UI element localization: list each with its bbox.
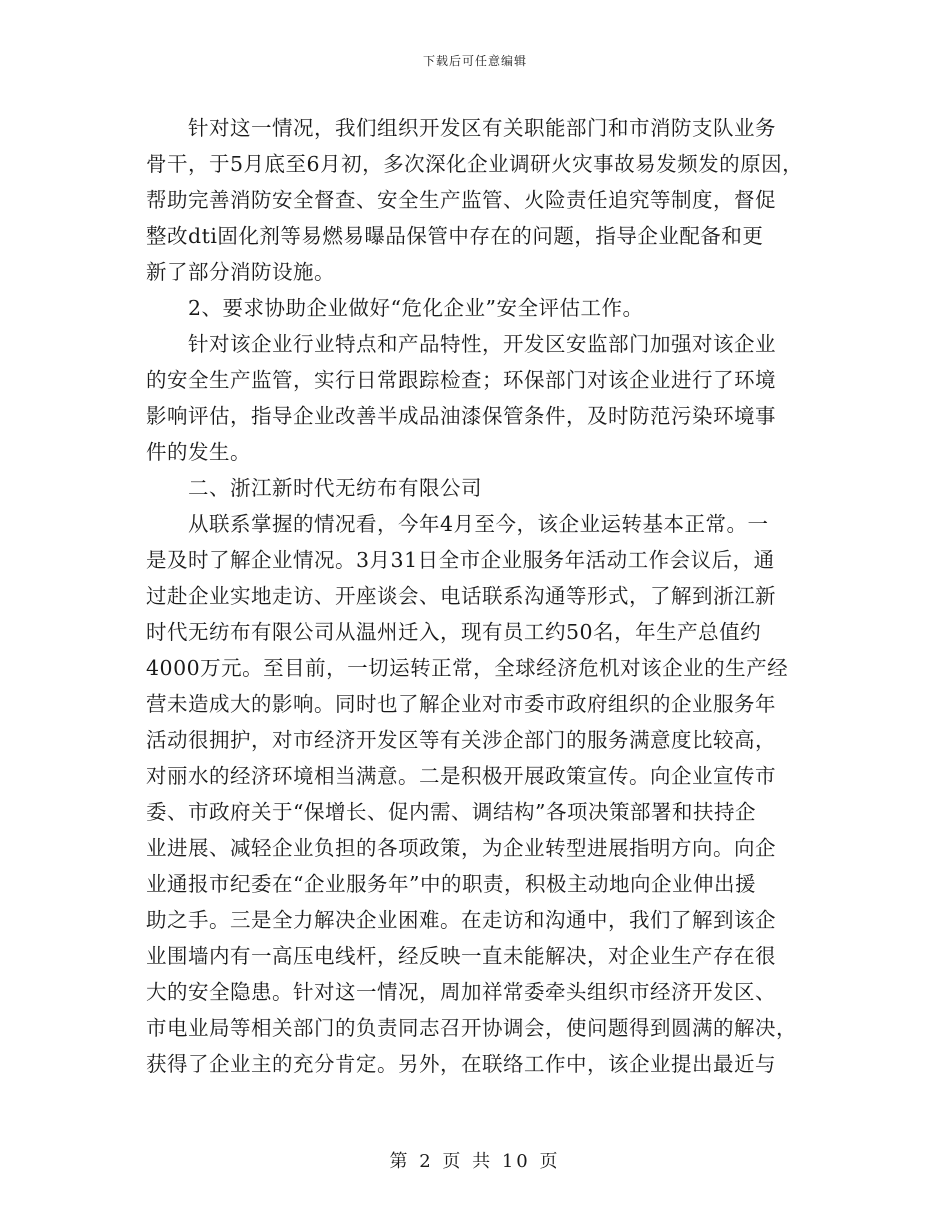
- paragraph-line: 业围墙内有一高压电线杆，经反映一直未能解决，对企业生产存在很: [146, 944, 776, 968]
- paragraph-line: 业进展、减轻企业负担的各项政策，为企业转型进展指明方向。向企: [146, 836, 776, 860]
- paragraph-line: 时代无纺布有限公司从温州迁入，现有员工约50名，年生产总值约: [146, 620, 762, 644]
- paragraph-line: 助之手。三是全力解决企业困难。在走访和沟通中，我们了解到该企: [146, 908, 776, 932]
- section-heading: 二、浙江新时代无纺布有限公司: [188, 476, 482, 500]
- paragraph-line: 大的安全隐患。针对这一情况，周加祥常委牵头组织市经济开发区、: [146, 980, 776, 1004]
- paragraph-line: 营未造成大的影响。同时也了解企业对市委市政府组织的企业服务年: [146, 692, 776, 716]
- paragraph-line: 业通报市纪委在“企业服务年”中的职责，积极主动地向企业伸出援: [146, 872, 756, 896]
- paragraph-line: 4000万元。至目前，一切运转正常，全球经济危机对该企业的生产经: [146, 656, 789, 680]
- paragraph-line: 委、市政府关于“保增长、促内需、调结构”各项决策部署和扶持企: [146, 800, 756, 824]
- paragraph-line: 的安全生产监管，实行日常跟踪检查；环保部门对该企业进行了环境: [146, 368, 776, 392]
- paragraph-line: 是及时了解企业情况。3月31日全市企业服务年活动工作会议后，通: [146, 548, 775, 572]
- paragraph-line: 对丽水的经济环境相当满意。二是积极开展政策宣传。向企业宣传市: [146, 764, 776, 788]
- paragraph-line: 过赴企业实地走访、开座谈会、电话联系沟通等形式，了解到浙江新: [146, 584, 776, 608]
- paragraph-line: 帮助完善消防安全督查、安全生产监管、火险责任追究等制度，督促: [146, 188, 776, 212]
- page-header-note: 下载后可任意编辑: [422, 54, 527, 68]
- paragraph-line: 市电业局等相关部门的负责同志召开协调会，使问题得到圆满的解决，: [146, 1016, 797, 1040]
- document-body: [146, 110, 808, 1082]
- paragraph-line: 骨干，于5月底至6月初，多次深化企业调研火灾事故易发频发的原因，: [146, 152, 804, 176]
- paragraph-line: 针对该企业行业特点和产品特性，开发区安监部门加强对该企业: [188, 332, 776, 356]
- paragraph-line: 活动很拥护，对市经济开发区等有关涉企部门的服务满意度比较高，: [146, 728, 776, 752]
- paragraph-line: 件的发生。: [146, 440, 251, 464]
- paragraph-line: 针对这一情况，我们组织开发区有关职能部门和市消防支队业务: [188, 116, 776, 140]
- page-number-footer: 第 2 页 共 10 页: [389, 1151, 561, 1172]
- section-heading: 2、要求协助企业做好“危化企业”安全评估工作。: [188, 296, 644, 320]
- paragraph-line: 整改dti固化剂等易燃易曝品保管中存在的问题，指导企业配备和更: [146, 224, 764, 248]
- paragraph-line: 影响评估，指导企业改善半成品油漆保管条件，及时防范污染环境事: [146, 404, 776, 428]
- paragraph-line: 获得了企业主的充分肯定。另外，在联络工作中，该企业提出最近与: [146, 1052, 776, 1076]
- paragraph-line: 从联系掌握的情况看，今年4月至今，该企业运转基本正常。一: [188, 512, 769, 536]
- paragraph-line: 新了部分消防设施。: [146, 260, 335, 284]
